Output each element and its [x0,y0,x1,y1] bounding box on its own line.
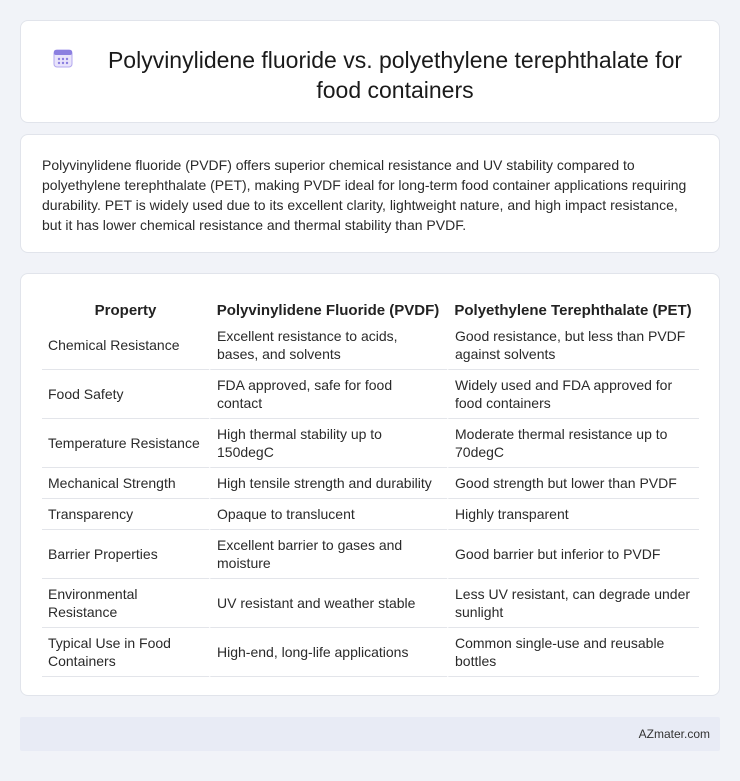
table-row [42,579,699,628]
comparison-table-card [20,273,720,696]
intro-card [20,134,720,253]
property-cell: Temperature Resistance [42,419,209,468]
intro-paragraph: Polyvinylidene fluoride (PVDF) offers superior chemical resistance and UV stability compared to polyethylene terephthalate (PET), making PVDF ideal for long-term food container applications requiring durability. PET is widely used due to its excellent clarity, lightweight nature, and high impact resistance, but it has lower chemical resistance and thermal stability than PVDF. [42,157,687,233]
pet-cell: Moderate thermal resistance up to 70degC [447,419,699,468]
table-row [42,499,699,530]
footer-site-link[interactable]: AZmater.com [638,727,710,741]
pet-cell: Less UV resistant, can degrade under sunlight [447,579,699,628]
pet-cell: Widely used and FDA approved for food containers [447,370,699,419]
property-cell: Transparency [42,499,209,530]
table-row [42,628,699,677]
pet-cell: Good resistance, but less than PVDF against solvents [447,321,699,370]
pvdf-cell: High-end, long-life applications [209,628,447,677]
page-title: Polyvinylidene fluoride vs. polyethylene terephthalate for food containers [107,47,683,103]
property-cell: Barrier Properties [42,530,209,579]
pet-cell: Common single-use and reusable bottles [447,628,699,677]
table-header-row [42,295,699,321]
pvdf-cell: Opaque to translucent [209,499,447,530]
table-row [42,530,699,579]
table-row [42,468,699,499]
pvdf-cell: UV resistant and weather stable [209,579,447,628]
pet-cell: Good barrier but inferior to PVDF [447,530,699,579]
pvdf-cell: High tensile strength and durability [209,468,447,499]
column-header-property: Property [94,302,157,319]
footer-bar [20,717,720,751]
table-row [42,370,699,419]
pet-cell: Highly transparent [447,499,699,530]
property-cell: Mechanical Strength [42,468,209,499]
property-cell: Environmental Resistance [42,579,209,628]
title-card [20,20,720,123]
column-header-pvdf: Polyvinylidene Fluoride (PVDF) [216,302,440,319]
pvdf-cell: High thermal stability up to 150degC [209,419,447,468]
comparison-table [42,295,699,677]
column-header-pet: Polyethylene Terephthalate (PET) [454,302,692,319]
pvdf-cell: Excellent resistance to acids, bases, and solvents [209,321,447,370]
property-cell: Chemical Resistance [42,321,209,370]
pvdf-cell: Excellent barrier to gases and moisture [209,530,447,579]
property-cell: Typical Use in Food Containers [42,628,209,677]
table-row [42,321,699,370]
pet-cell: Good strength but lower than PVDF [447,468,699,499]
table-row [42,419,699,468]
property-cell: Food Safety [42,370,209,419]
pvdf-cell: FDA approved, safe for food contact [209,370,447,419]
